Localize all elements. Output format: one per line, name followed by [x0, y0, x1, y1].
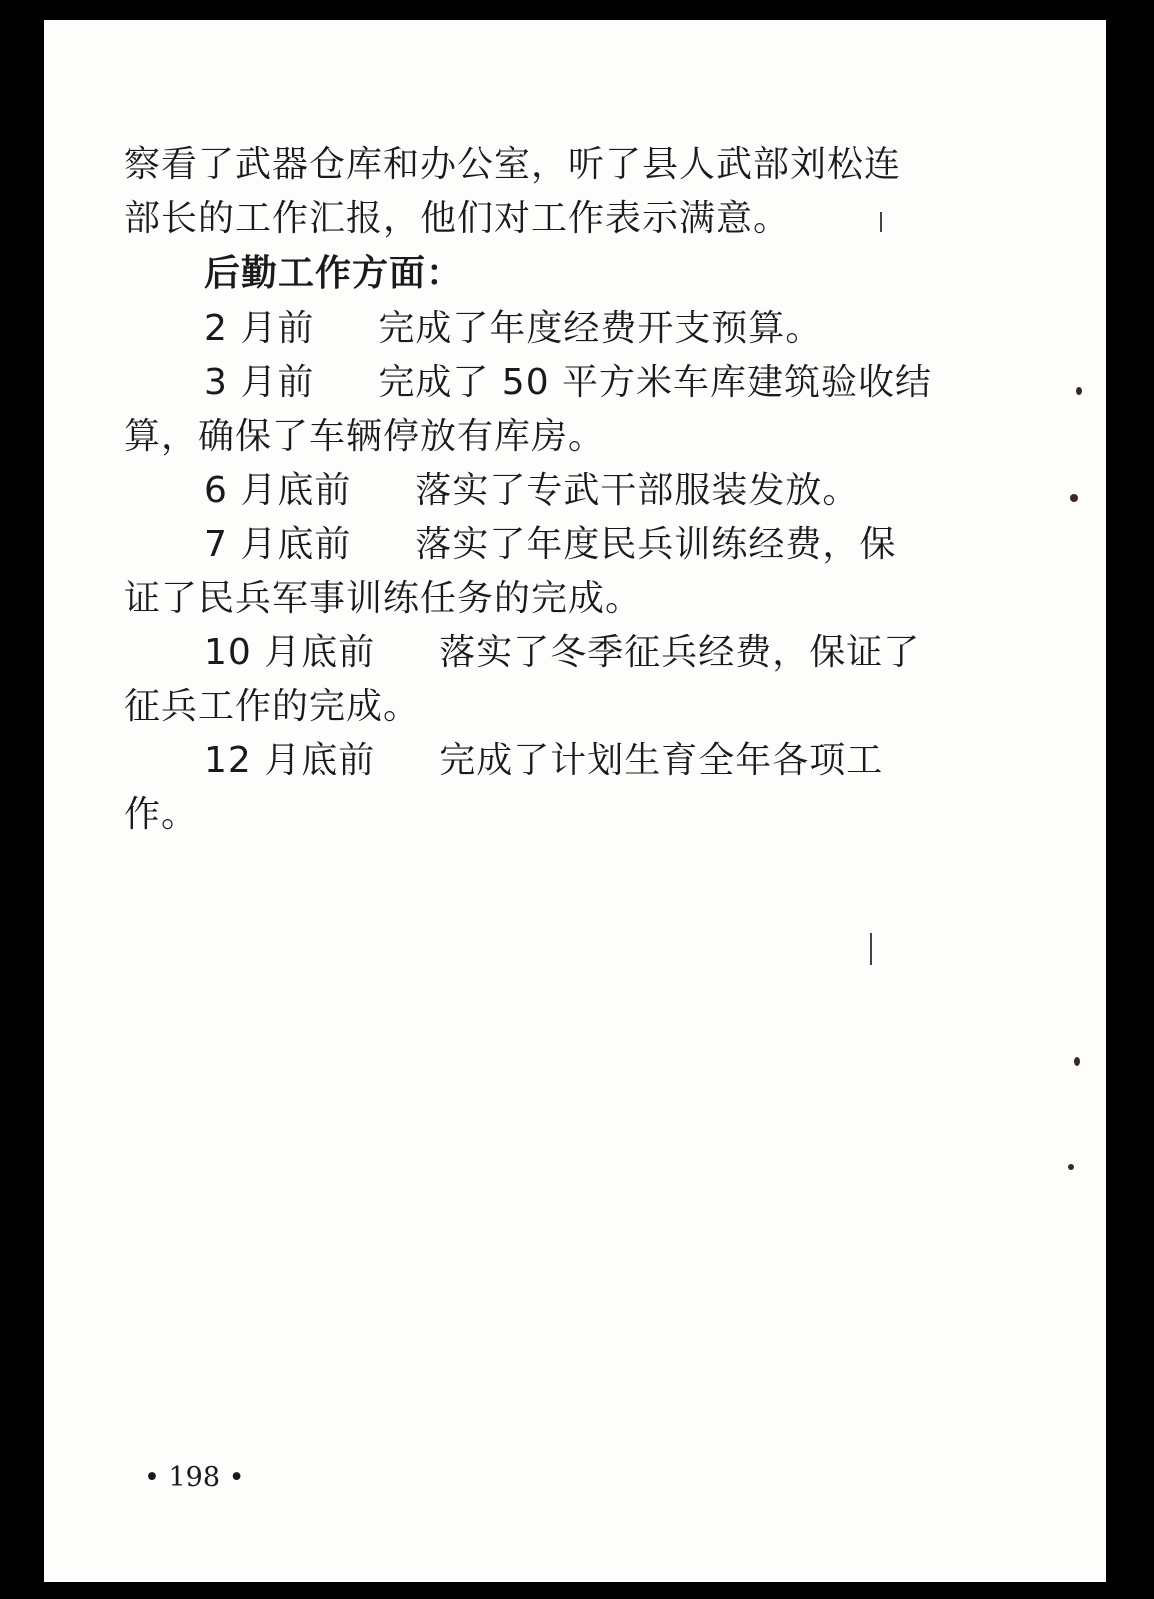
entry-line — [124, 734, 1014, 788]
scan-mark — [870, 933, 872, 965]
body-text — [124, 138, 1014, 842]
entry-line — [124, 464, 1014, 518]
entry-date: 3 月前 — [204, 362, 315, 403]
entry-line — [124, 302, 1014, 356]
text-line: 部长的工作汇报，他们对工作表示满意。 — [124, 198, 791, 239]
entry-date: 6 月底前 — [204, 470, 352, 511]
text-line: 征兵工作的完成。 — [124, 686, 421, 727]
entry-line — [124, 356, 1014, 410]
scan-speck — [1076, 387, 1082, 395]
entry-date: 12 月底前 — [204, 740, 376, 781]
entry-date: 10 月底前 — [204, 632, 376, 673]
text-line: 证了民兵军事训练任务的完成。 — [124, 578, 643, 619]
scan-speck — [1068, 1164, 1074, 1170]
section-heading-text: 后勤工作方面： — [204, 253, 464, 294]
text-line: 察看了武器仓库和办公室，听了县人武部刘松连 — [124, 144, 902, 185]
scan-speck — [1074, 1057, 1080, 1066]
text-line: 算，确保了车辆停放有库房。 — [124, 416, 606, 457]
entry-text: 完成了 50 平方米车库建筑验收结 — [378, 362, 933, 403]
entry-date: 7 月底前 — [204, 524, 352, 565]
scan-speck — [1070, 494, 1078, 502]
section-heading — [124, 246, 1014, 302]
entry-text: 落实了专武干部服装发放。 — [415, 470, 860, 511]
entry-text: 完成了计划生育全年各项工 — [439, 740, 884, 781]
entry-line — [124, 626, 1014, 680]
page-number: • 198 • — [144, 1462, 245, 1493]
entry-text: 落实了年度民兵训练经费，保 — [415, 524, 897, 565]
paper-sheet — [44, 20, 1106, 1582]
entry-text: 落实了冬季征兵经费，保证了 — [439, 632, 921, 673]
scan-mark — [880, 212, 882, 232]
text-line: 作。 — [124, 794, 199, 835]
entry-text: 完成了年度经费开支预算。 — [378, 308, 823, 349]
entry-line — [124, 518, 1014, 572]
entry-date: 2 月前 — [204, 308, 315, 349]
